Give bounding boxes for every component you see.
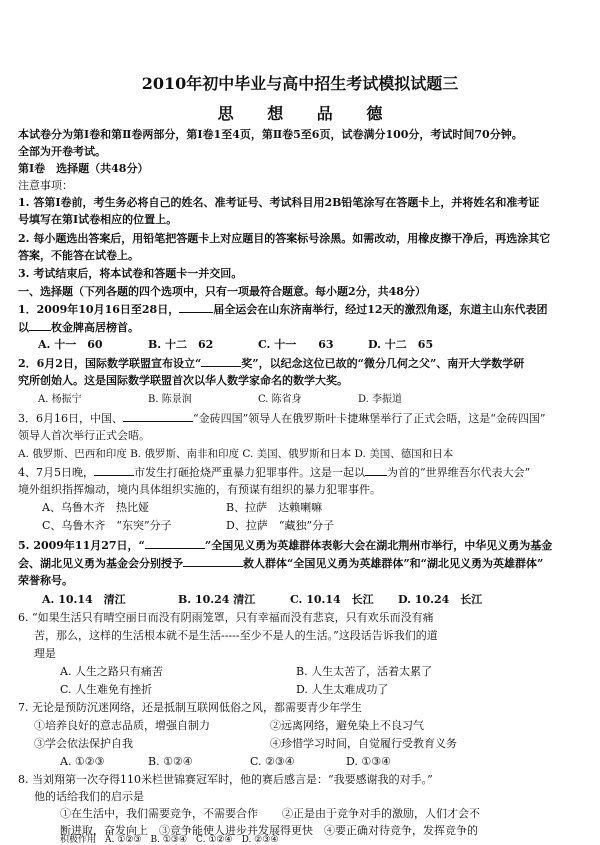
q4-option: A、乌鲁木齐 热比娅 [42, 501, 149, 514]
question-4 [18, 465, 530, 480]
q5-text: 会、湖北见义勇为基金会分别授予 [18, 557, 183, 570]
q6-option: D. 人生太难成功了 [296, 683, 389, 696]
q7-option: B. ①②④ [148, 755, 193, 768]
question-1-cont [18, 320, 139, 335]
q8-option: B. ①③④ [150, 835, 188, 845]
intro-line: 本试卷分为第Ⅰ卷和第Ⅱ卷两部分，第Ⅰ卷1至4页，第Ⅱ卷5至6页，试卷满分100分，考试时间70分钟。 [18, 128, 523, 141]
q4-text: 4、7月5日晚， [18, 466, 94, 479]
q2-text: 奖”，以纪念这位已故的“微分几何之父”、南开大学数学研 [241, 357, 525, 370]
q7-statement: ①培养良好的意志品质，增强自制力 [34, 719, 210, 732]
note-line: 1. 答第Ⅰ卷前，考生务必将自己的姓名、准考证号、考试科目用2B铅笔涂写在答题卡上，并将姓名和准考证 [18, 196, 540, 209]
answer-blank [183, 556, 243, 567]
answer-blank [145, 538, 205, 549]
q2-option: C. 陈省身 [258, 394, 302, 405]
q5-option: B. 10.24 清江 [178, 593, 256, 606]
q7-statement: ②远离网络，避免染上不良习气 [270, 719, 424, 732]
part-heading: 一、选择题（下列各题的四个选项中，只有一项最符合题意。每小题2分，共48分） [18, 285, 426, 298]
q3-options: A. 俄罗斯、巴西和印度 B. 俄罗斯、南非和印度 C. 美国、俄罗斯和日本 D. 美国、德国和日本 [18, 448, 454, 460]
q6-option: A. 人生之路只有痛苦 [60, 665, 163, 678]
answer-blank [179, 302, 213, 313]
q8-statement-cont [60, 835, 278, 845]
question-2-cont: 究所创始人。这是国际数学联盟首次以华人数学家命名的数学大奖。 [18, 374, 348, 387]
q1-option: A. 十一 60 [38, 338, 103, 351]
q7-statement: ④珍惜学习时间，自觉履行受教育义务 [270, 737, 457, 750]
q2-option: A. 杨振宁 [38, 394, 82, 405]
notes-label: 注意事项： [18, 179, 73, 192]
question-5 [18, 538, 552, 553]
q8-option: C. ①②④ [196, 835, 233, 845]
q1-option: C. 十一 63 [258, 338, 334, 351]
question-8-cont: 他的话给我们的启示是 [34, 790, 144, 803]
q5-text: ”全国见义勇为英雄群体表彰大会在湖北荆州市举行，中华见义勇为基金 [204, 539, 553, 552]
q3-text: 3．6月16日，中国、 [18, 412, 123, 425]
section-heading: 第Ⅰ卷 选择题（共48分） [18, 162, 149, 175]
q7-statement: ③学会依法保护自我 [34, 737, 133, 750]
answer-blank [123, 411, 193, 422]
question-7: 7. 无论是预防沉迷网络，还是抵制互联网低俗之风，都需要青少年学生 [18, 701, 362, 714]
q2-option: D. 李振道 [358, 394, 403, 405]
question-3 [18, 411, 546, 426]
q8-text: 断进取，奋发向上 [60, 824, 148, 837]
note-line: 2. 每小题选出答案后，用铅笔把答题卡上对应题目的答案标号涂黑。如需改动，用橡皮擦干净后，再选涂其它 [18, 232, 551, 245]
q5-text: 5. 2009年11月27日，“ [18, 539, 145, 552]
q5-option: C. 10.14 长江 [290, 593, 374, 606]
question-5-cont [18, 556, 543, 571]
question-3-cont: 领导人首次举行正式会晤。 [18, 429, 150, 442]
subject-title: 思 想 品 德 [217, 104, 397, 123]
q8-option: D. ②③④ [241, 835, 279, 845]
answer-blank [29, 320, 51, 331]
q5-option: A. 10.14 清江 [42, 593, 126, 606]
question-6-cont: 苦，那么，这样的生活根本就不是生活-----至少不是人的生活。”这段话告诉我们的道 [34, 629, 438, 642]
q7-option: C. ②③④ [250, 755, 295, 768]
q5-text: 救人群体“全国见义勇为英雄群体”和“湖北见义勇为英雄群体” [243, 557, 544, 570]
question-5-cont: 荣誉称号。 [18, 574, 73, 587]
q8-option: A. ①②③ [105, 835, 142, 845]
q4-option: C、乌鲁木齐 “东突”分子 [42, 519, 172, 532]
q8-text: 积极作用 [60, 835, 97, 845]
q2-text: 2．6月2日，国际数学联盟宣布设立“ [18, 357, 202, 370]
q6-option: B. 人生太苦了，活着太累了 [296, 665, 433, 678]
intro-line: 全部为开卷考试。 [18, 145, 106, 158]
answer-blank [365, 465, 387, 476]
answer-blank [201, 356, 241, 367]
q8-text: ③竞争能使人进步并发展得更快 [159, 824, 313, 837]
q8-statement: ②正是由于竞争对手的激励，人们才会不 [282, 807, 480, 820]
q4-text: 市发生打砸抢烧严重暴力犯罪事件。这是一起以 [134, 466, 365, 479]
exam-title: 2010年初中毕业与高中招生考试模拟试题三 [141, 74, 459, 93]
question-6-cont: 理是 [34, 647, 56, 660]
question-2 [18, 356, 524, 371]
note-line: 3. 考试结束后，将本试卷和答题卡一并交回。 [18, 267, 243, 280]
q1-text: 1．2009年10月16日至28日， [18, 303, 180, 316]
question-1 [18, 302, 548, 317]
q4-option: D、拉萨 “藏独”分子 [226, 519, 335, 532]
question-6: 6. “如果生活只有晴空丽日而没有阴雨笼罩，只有幸福而没有悲哀，只有欢乐而没有痛 [18, 611, 434, 624]
note-line: 答案，不能答在试卷上。 [18, 249, 139, 262]
q7-option: D. ①③④ [346, 755, 392, 768]
q1-text: 届全运会在山东济南举行，经过12天的激烈角逐，东道主山东代表团 [213, 303, 548, 316]
q2-option: B. 陈景润 [148, 394, 192, 405]
question-8: 8. 当刘翔第一次夺得110米栏世锦赛冠军时，他的赛后感言是：“我要感谢我的对手。” [18, 773, 433, 786]
q6-option: C. 人生难免有挫折 [60, 683, 153, 696]
answer-blank [94, 465, 134, 476]
q8-text: ④要正确对待竞争，发挥竞争的 [324, 824, 478, 837]
note-line: 号填写在第Ⅰ试卷相应的位置上。 [18, 213, 178, 226]
q1-option: B. 十二 62 [148, 338, 214, 351]
q1-text: 以 [18, 321, 29, 334]
q4-text: 为首的“世界维吾尔代表大会” [387, 466, 531, 479]
q1-text: 枚金牌高居榜首。 [51, 321, 139, 334]
question-4-cont: 境外组织指挥煽动，境内具体组织实施的，有预谋有组织的暴力犯罪事件。 [18, 483, 381, 496]
q8-statement: ①在生活中，我们需要竞争，不需要合作 [60, 807, 258, 820]
q4-option: B、拉萨 达赖喇嘛 [226, 501, 323, 514]
q5-option: D. 10.24 长江 [398, 593, 483, 606]
q1-option: D. 十二 65 [368, 338, 434, 351]
q3-text: “金砖四国”领导人在俄罗斯叶卡捷琳堡举行了正式会晤，这是“金砖四国” [193, 412, 546, 425]
q7-option: A. ①②③ [60, 755, 105, 768]
